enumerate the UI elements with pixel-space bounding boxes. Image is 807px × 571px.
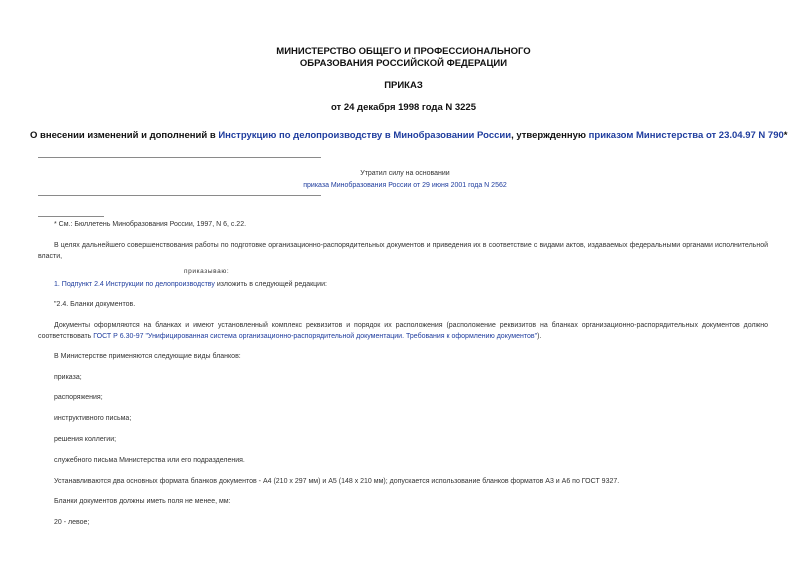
item-1-rest: изложить в следующей редакции:	[214, 281, 327, 288]
section-2-4: "2.4. Бланки документов.	[54, 301, 136, 308]
divider-top	[38, 157, 321, 158]
item-1	[54, 279, 327, 290]
margins-paragraph: Бланки документов должны иметь поля не менее, мм:	[54, 498, 231, 505]
docs-prefix: Документы оформляются на бланках и имеют установленный комплекс реквизитов и порядок их расположения (расположение реквизитов на бланках организационно-распорядительных документов должно соответствовать	[38, 322, 768, 340]
date-number: от 24 декабря 1998 года N 3225	[330, 102, 476, 113]
blank-item: решения коллегии;	[54, 436, 117, 443]
footnote: * См.: Бюллетень Минобразования России, 1997, N 6, с.22.	[54, 221, 247, 228]
intro-paragraph: В целях дальнейшего совершенствования работы по подготовке организационно-распорядительных документов и приведения их в соответствие с видами актов, издаваемых федеральными органами исполнительной власти,	[38, 242, 768, 260]
gost-link[interactable]: ГОСТ Р 6.30-97 "Унифицированная система организационно-распорядительной документации. Требования к оформлению документов"	[93, 333, 538, 340]
ministry-line-2: ОБРАЗОВАНИЯ РОССИЙСКОЙ ФЕДЕРАЦИИ	[299, 58, 508, 69]
repeal-link-row	[230, 182, 580, 189]
blank-item: инструктивного письма;	[54, 415, 132, 422]
title-link-order[interactable]: приказом Министерства от 23.04.97 N 790	[588, 130, 784, 141]
ministry-line-1: МИНИСТЕРСТВО ОБЩЕГО И ПРОФЕССИОНАЛЬНОГО	[276, 46, 531, 57]
document-title	[30, 130, 788, 141]
blank-item: приказа;	[54, 374, 82, 381]
docs-suffix: ).	[537, 333, 542, 340]
docs-paragraph	[38, 320, 768, 342]
order-word: приказываю:	[184, 268, 230, 275]
doc-type: ПРИКАЗ	[384, 80, 423, 91]
title-middle: , утвержденную	[511, 130, 589, 141]
kinds-paragraph: В Министерстве применяются следующие виды бланков:	[54, 353, 241, 360]
title-suffix: *	[783, 130, 788, 141]
footnote-rule	[38, 216, 104, 217]
title-link-instruction[interactable]: Инструкцию по делопроизводству в Минобразовании России	[218, 130, 512, 141]
blank-item: служебного письма Министерства или его подразделения.	[54, 457, 245, 464]
margin-left: 20 - левое;	[54, 519, 90, 526]
divider-bottom	[38, 195, 321, 196]
repeal-note: Утратил силу на основании	[360, 170, 450, 177]
repeal-link[interactable]: приказа Минобразования России от 29 июня 2001 года N 2562	[303, 182, 507, 189]
blank-item: распоряжения;	[54, 394, 103, 401]
formats-paragraph: Устанавливаются два основных формата бланков документов - А4 (210 х 297 мм) и А5 (148 х 210 мм); допускается использование бланков форматов А3 и А6 по ГОСТ 9327.	[54, 478, 620, 485]
item-1-link[interactable]: 1. Подпункт 2.4 Инструкции по делопроизводству	[54, 281, 215, 288]
title-prefix: О внесении изменений и дополнений в	[30, 130, 219, 141]
